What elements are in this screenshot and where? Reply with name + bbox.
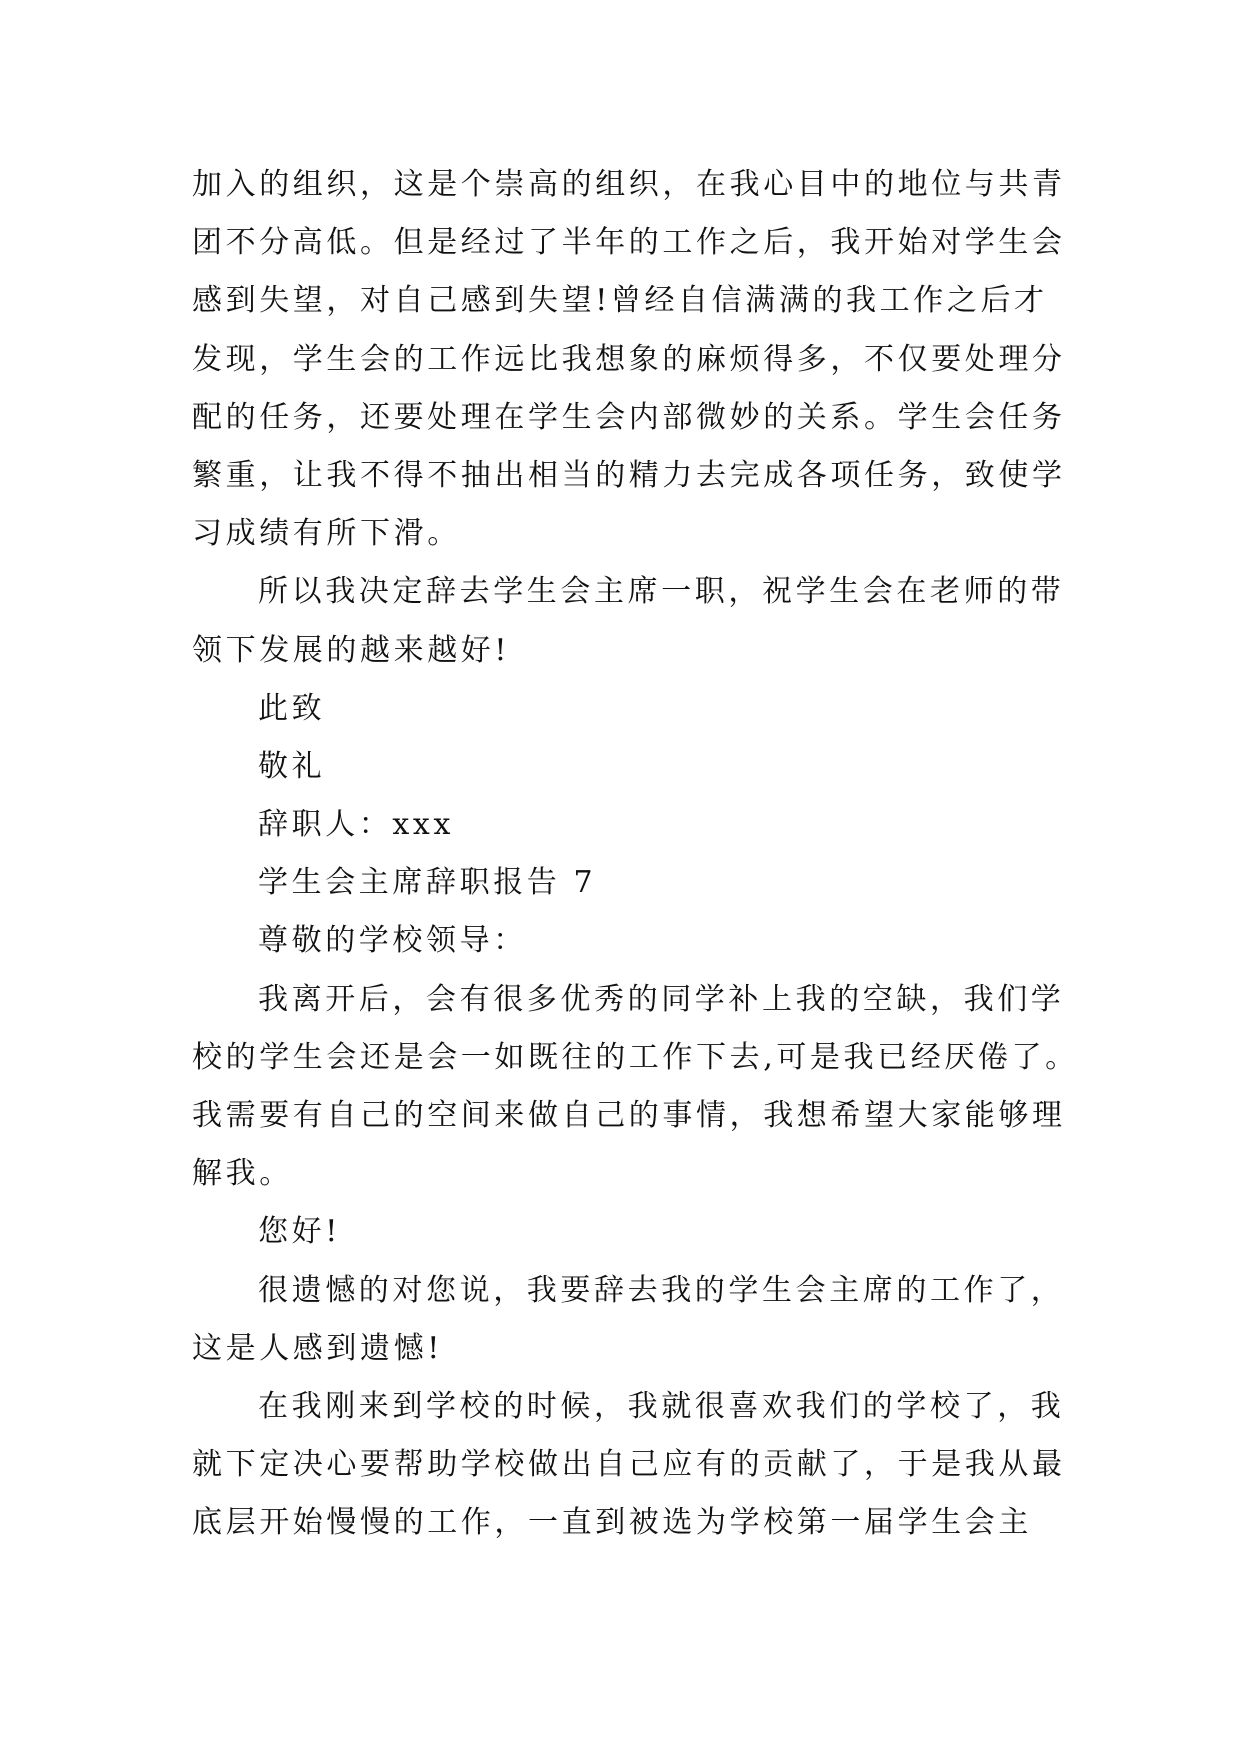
text-line: 感到失望，对自己感到失望!曾经自信满满的我工作之后才 bbox=[192, 283, 1048, 319]
closing-regards: 敬礼 bbox=[258, 748, 326, 784]
text-line: 团不分高低。但是经过了半年的工作之后，我开始对学生会 bbox=[192, 225, 1066, 261]
paragraph-start-line: 很遗憾的对您说，我要辞去我的学生会主席的工作了， bbox=[258, 1272, 1065, 1308]
text-line: 领下发展的越来越好! bbox=[192, 632, 511, 668]
text-line: 配的任务，还要处理在学生会内部微妙的关系。学生会任务 bbox=[192, 399, 1066, 435]
greeting-line: 您好! bbox=[258, 1214, 341, 1250]
text-line: 底层开始慢慢的工作，一直到被选为学校第一届学生会主 bbox=[192, 1505, 1032, 1541]
signature-line: 辞职人：xxx bbox=[258, 807, 454, 843]
text-line: 繁重，让我不得不抽出相当的精力去完成各项任务，致使学 bbox=[192, 457, 1066, 493]
text-line: 解我。 bbox=[192, 1156, 293, 1192]
greeting-line: 尊敬的学校领导： bbox=[258, 923, 527, 959]
paragraph-start-line: 在我刚来到学校的时候，我就很喜欢我们的学校了，我 bbox=[258, 1388, 1065, 1424]
text-line: 发现，学生会的工作远比我想象的麻烦得多，不仅要处理分 bbox=[192, 341, 1066, 377]
text-line: 习成绩有所下滑。 bbox=[192, 516, 461, 552]
text-line: 这是人感到遗憾! bbox=[192, 1330, 443, 1366]
text-line: 加入的组织，这是个崇高的组织，在我心目中的地位与共青 bbox=[192, 167, 1066, 202]
closing-salutation: 此致 bbox=[258, 690, 326, 726]
paragraph-start-line: 我离开后，会有很多优秀的同学补上我的空缺，我们学 bbox=[258, 981, 1065, 1017]
text-line: 校的学生会还是会一如既往的工作下去,可是我已经厌倦了。 bbox=[192, 1039, 1079, 1075]
document-body bbox=[192, 156, 1079, 1553]
text-line: 我需要有自己的空间来做自己的事情，我想希望大家能够理 bbox=[192, 1098, 1066, 1133]
paragraph-start-line: 所以我决定辞去学生会主席一职，祝学生会在老师的带 bbox=[258, 574, 1065, 610]
section-title: 学生会主席辞职报告 7 bbox=[258, 865, 597, 901]
text-line: 就下定决心要帮助学校做出自己应有的贡献了，于是我从最 bbox=[192, 1447, 1066, 1483]
